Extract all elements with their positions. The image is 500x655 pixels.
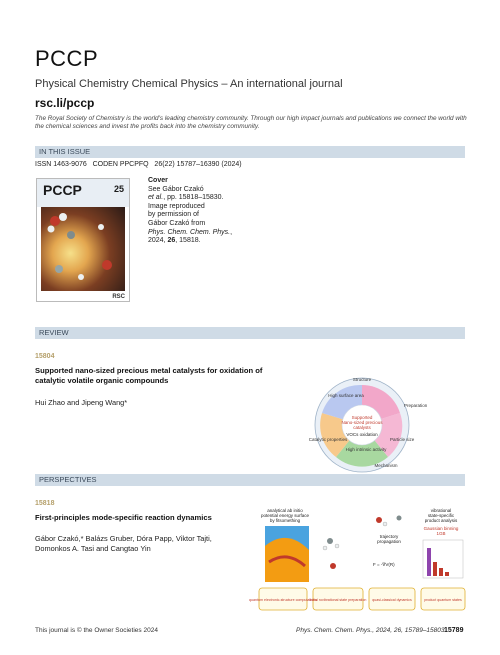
perspective-article-number[interactable]: 15818 [35,500,55,507]
cover-caption [148,177,258,246]
cover-reproduced: Image reproduced [148,202,205,210]
molecule-atom [102,260,112,270]
molecule-atom [335,544,339,548]
molecule-atom [397,516,402,521]
section-bar-in-this-issue: IN THIS ISSUE [35,146,465,158]
histogram-bar [433,562,437,576]
cover-permission: by permission of [148,211,199,219]
cover-molecules [41,207,125,291]
ring-label: High surface area [328,393,364,398]
cover-citation-line [148,237,258,246]
cover-image [36,178,130,302]
journal-url[interactable]: rsc.li/pccp [35,96,95,110]
molecule-atom [376,517,382,523]
process-box-label: product quantum states [424,598,462,602]
molecule-atom [50,216,60,226]
center-text-3: catalysts [353,425,371,430]
binning-label-1: Gaussian binning [423,526,459,531]
molecule-atom [98,224,104,230]
force-equation: F = -∇V(R) [373,562,395,567]
perspective-article-title[interactable]: First-principles mode-specific reaction dynamics [35,513,212,522]
cover-who: Gábor Czakó from [148,219,206,227]
footer-copyright: This journal is © the Owner Societies 2024 [35,627,158,634]
product-label-3: product analysis [424,518,458,523]
cover-pages-line [148,194,258,203]
process-box-label: quantum electronic-structure computations [249,598,317,602]
review-article-number[interactable]: 15804 [35,353,55,360]
pes-label-1: analytical ab initio [267,508,303,513]
cover-see: See Gábor Czakó [148,185,204,193]
product-label-2: state-specific [427,513,455,518]
review-article-title[interactable]: Supported nano-sized precious metal catalysts for oxidation of catalytic volatile organic compounds [35,366,263,385]
molecule-atom [323,546,327,550]
cover-etal: et al. [148,194,164,202]
cover-issue-number: 25 [113,184,124,194]
journal-title: PCCP [35,46,99,71]
molecule-atom [327,538,333,544]
journal-subtitle: Physical Chemistry Chemical Physics – An international journal [35,78,343,90]
cover-journal-line: Phys. Chem. Chem. Phys., [148,228,233,236]
process-box-label: quasi-classical dynamics [372,598,412,602]
process-box-label: initial rovibrational state preparation [309,598,367,602]
histogram-bar [439,568,443,576]
molecule-atom [59,213,67,221]
molecule-atom [48,226,55,233]
cover-volume: 26 [167,237,176,245]
ring-label: Catalytic properties [308,437,348,442]
center-bottom-text: VOCs oxidation [346,432,378,437]
trajectory-label-1: trajectory [379,534,399,539]
pes-label-2: potential energy surface [260,513,310,518]
molecule-atom [67,231,75,239]
perspective-article-authors: Gábor Czakó,* Balázs Gruber, Dóra Papp, Viktor Tajti, Domonkos A. Tasi and Cangtao Yin [35,534,212,553]
rsc-blurb: The Royal Society of Chemistry is the world’s leading chemistry community. Through our high impact journals and publications we connect the world with the chemical sciences and invest the profits back into the chemistry community. [35,115,467,130]
issue-meta: ISSN 1463-9076 CODEN PPCPFQ 26(22) 15787–16390 (2024) [35,161,242,168]
ring-label: Mechanism [374,463,398,468]
center-text-2: Nano-sized precious [341,420,383,425]
ring-label: Preparation [404,403,428,408]
binning-label-2: 1GB [436,531,446,536]
review-article-authors: Hui Zhao and Jipeng Wang* [35,398,128,407]
ring-label: High intrinsic activity [345,447,387,452]
ring-label: Particle size [390,437,415,442]
histogram-bar [427,548,431,576]
center-text-1: Supported [351,415,373,420]
perspective-graphical-abstract [249,506,469,616]
histogram-bar [445,572,449,576]
cover-logo: PCCP [43,182,82,198]
footer-page-number: 15789 [444,627,464,634]
cover-year: 2024, [148,237,168,245]
cover-label: Cover [148,177,168,184]
ring-label: Structure [352,377,372,382]
product-label-1: vibrational [430,508,452,513]
molecule-atom [55,265,63,273]
section-bar-perspectives: PERSPECTIVES [35,474,465,486]
footer-citation: Phys. Chem. Chem. Phys., 2024, 26, 15789–15803 [296,627,445,634]
rsc-logo: RSC [112,294,125,300]
trajectory-label-2: propagation [377,539,401,544]
pes-label-3: by fitsomething [269,518,301,523]
molecule-atom [383,522,387,526]
cover-journal: Phys. Chem. Chem. Phys. [148,228,231,236]
cover-page: , 15818. [175,237,201,245]
molecule-atom [330,563,336,569]
molecule-atom [78,274,84,280]
cover-pages[interactable]: , pp. 15818–15830. [163,194,224,202]
cover-artwork [41,207,125,291]
review-graphical-abstract [306,375,428,475]
section-bar-review: REVIEW [35,327,465,339]
